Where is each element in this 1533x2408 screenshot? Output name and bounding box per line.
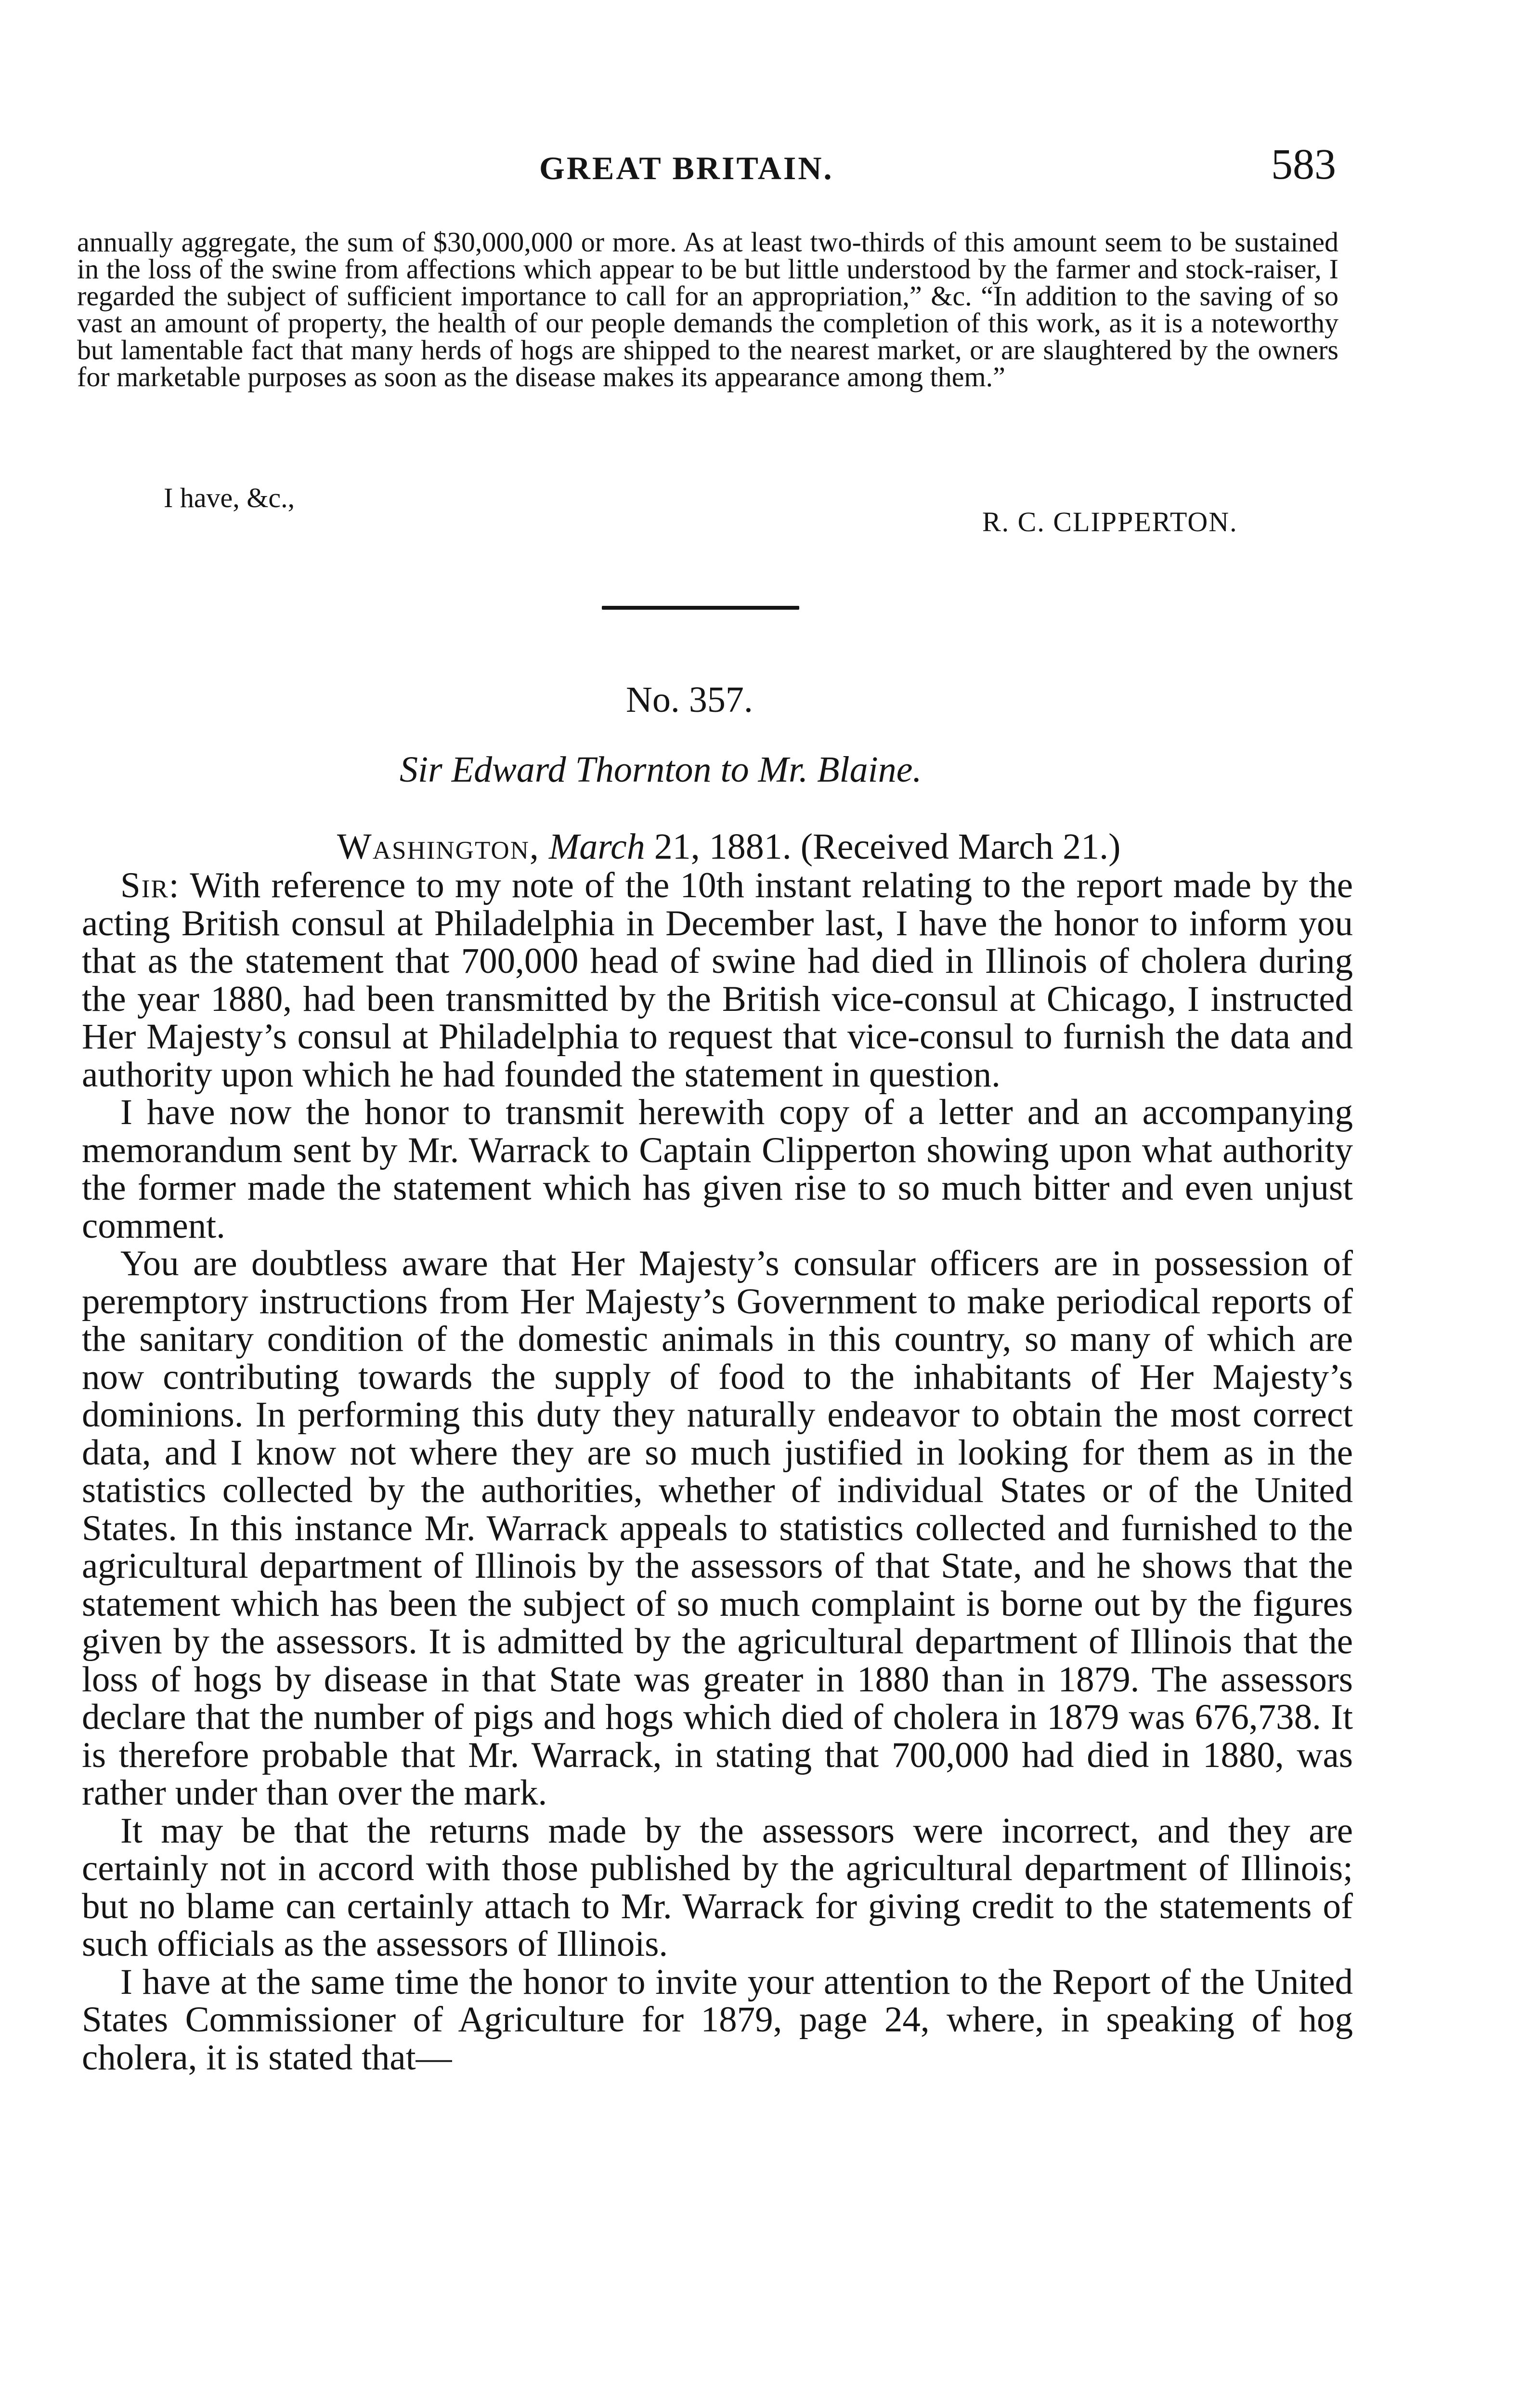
document-number: No. 357. bbox=[626, 680, 753, 720]
paragraph-3: You are doubtless aware that Her Majesty’s consular officers are in possession of peremptory instructions from Her Majesty’s Government to make periodical reports of the sanitary condition of the domestic animals in this country, so many of which are now contributing towards the supply of food to the inhabitants of Her Majesty’s dominions. In performing this duty they naturally endeavor to obtain the most correct data, and I know not where they are so much justified in looking for them as in the statistics collected by the authorities, whether of individual States or of the United States. In this instance Mr. Warrack appeals to statistics collected and furnished to the agricultural department of Illinois by the assessors of that State, and he shows that the statement which has been the subject of so much complaint is borne out by the figures given by the assessors. It is admitted by the agricultural department of Illinois that the loss of hogs by disease in that State was greater in 1880 than in 1879. The assessors declare that the number of pigs and hogs which died of cholera in 1879 was 676,738. It is therefore probable that Mr. Warrack, in stating that 700,000 had died in 1880, was rather under than over the mark. bbox=[82, 1243, 1353, 1813]
section-divider bbox=[602, 606, 799, 610]
paragraph-4: It may be that the returns made by the assessors were incorrect, and they are certainly not in accord with those published by the agricultural department of Illinois; but no blame can certainly attach to Mr. Warrack for giving credit to the statements of such officials as the assessors of Illinois. bbox=[82, 1810, 1353, 1964]
paragraph-1-text: With reference to my note of the 10th instant relating to the report made by the acting British consul at Philadelphia in December last, I have the honor to inform you that as the statement that 700,000 head of swine had died in Illinois of cholera during the year 1880, had been transmitted by the British vice-consul at Chicago, I instructed Her Majesty’s consul at Philadelphia to request that vice-consul to furnish the data and authority upon which he had founded the statement in question. bbox=[82, 865, 1353, 1095]
dateline-place: Washington, bbox=[337, 826, 540, 867]
closing-phrase: I have, &c., bbox=[164, 482, 295, 513]
signature: R. C. CLIPPERTON. bbox=[982, 506, 1238, 537]
dateline-day-year: 21, 1881. bbox=[654, 826, 792, 867]
dateline bbox=[337, 826, 1120, 868]
dateline-month: March bbox=[548, 826, 645, 867]
paragraph-2: I have now the honor to transmit herewith copy of a letter and an accompanying memorandum sent by Mr. Warrack to Captain Clipperton showing upon what authority the former made the statement which has given rise to so much bitter and even unjust comment. bbox=[82, 1092, 1353, 1246]
paragraph-5: I have at the same time the honor to invite your attention to the Report of the United States Commissioner of Agriculture for 1879, page 24, where, in speaking of hog cholera, it is stated that— bbox=[82, 1962, 1353, 2078]
previous-letter-excerpt bbox=[77, 226, 1338, 393]
dateline-received: (Received March 21.) bbox=[800, 826, 1121, 867]
previous-letter-text: annually aggregate, the sum of $30,000,000 or more. As at least two-thirds of this amount seem to be sustained in the loss of the swine from affections which appear to be but little understood by the farmer and stock-raiser, I regarded the subject of sufficient importance to call for an appropriation,” &c. “In addition to the saving of so vast an amount of property, the health of our people demands the completion of this work, as it is a noteworthy but lamentable fact that many herds of hogs are shipped to the nearest market, or are slaughtered by the owners for marketable purposes as soon as the disease makes its appearance among them.” bbox=[77, 226, 1338, 393]
letter-body bbox=[82, 867, 1353, 2077]
running-head: GREAT BRITAIN. bbox=[539, 150, 834, 186]
page-header bbox=[0, 135, 1533, 193]
paragraph-1 bbox=[82, 867, 1353, 1094]
page-number: 583 bbox=[1271, 141, 1336, 188]
salutation: Sir: bbox=[120, 865, 180, 905]
document-title: Sir Edward Thornton to Mr. Blaine. bbox=[400, 749, 922, 790]
